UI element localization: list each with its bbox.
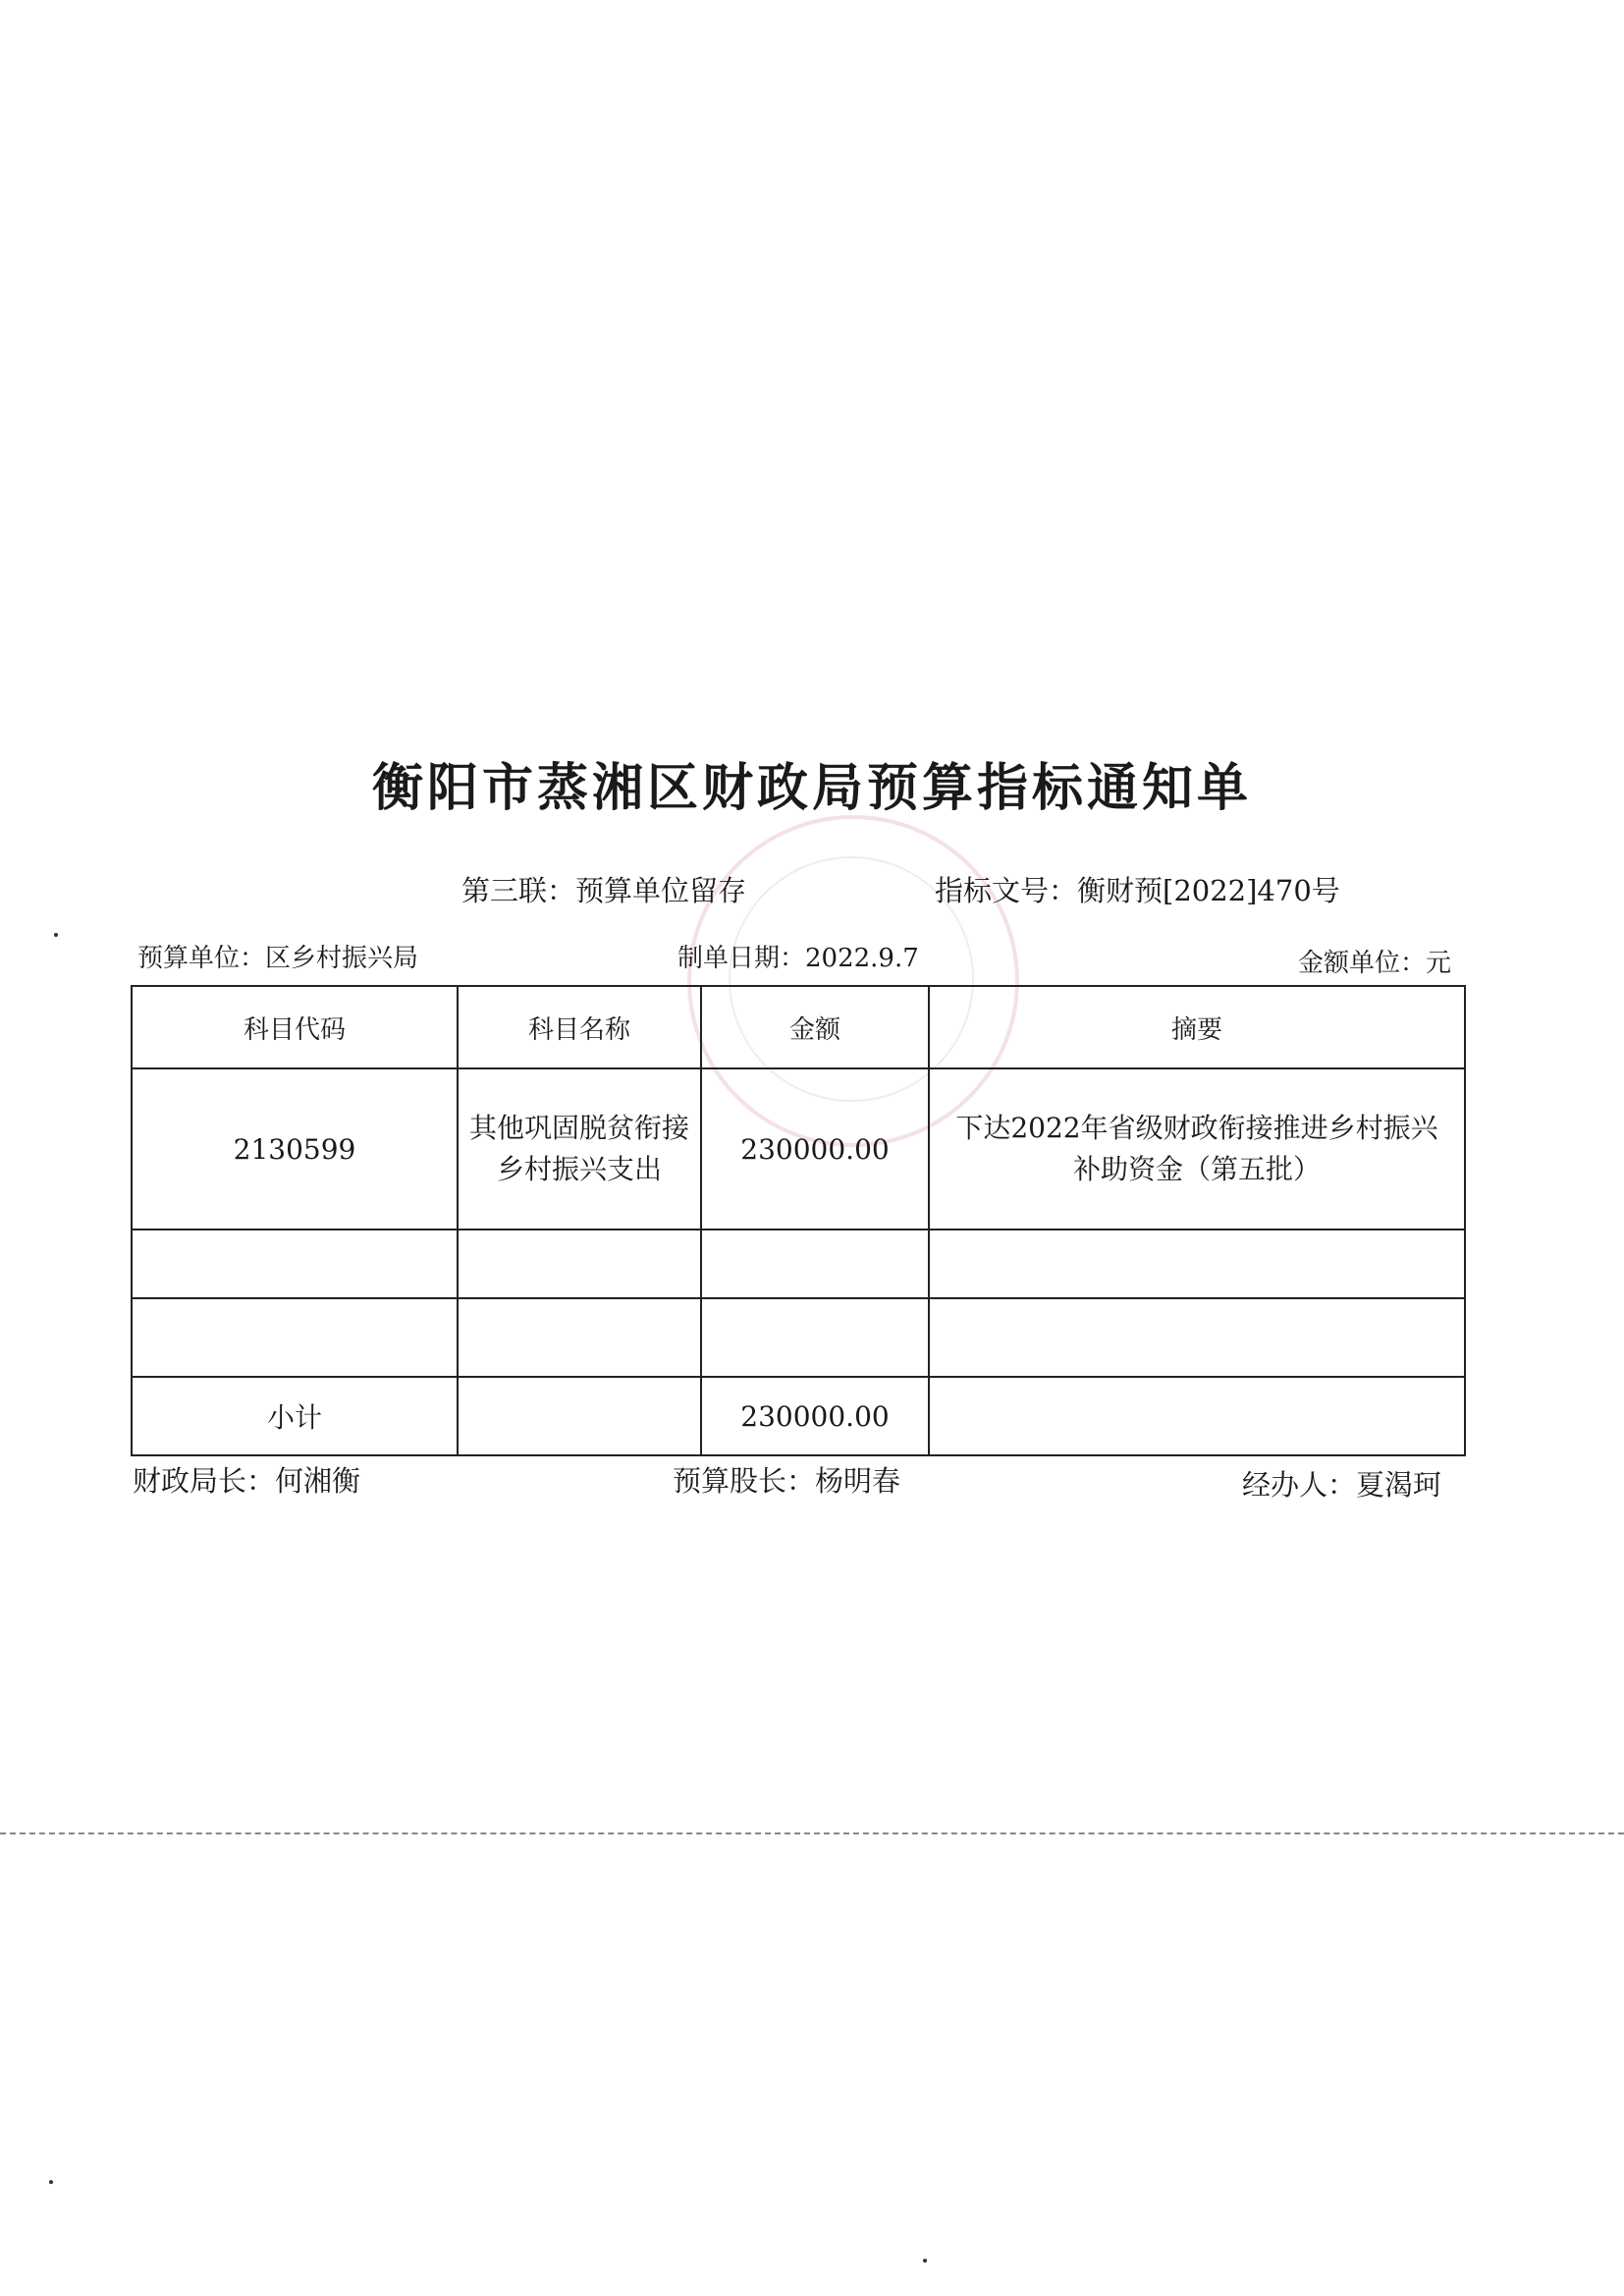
signature-budget-head: 预算股长：杨明春 [673,1464,901,1498]
cell-amount: 230000.00 [701,1068,929,1230]
cell-summary-text: 下达2022年省级财政衔接推进乡村振兴补助资金（第五批） [955,1112,1438,1185]
table-row [132,1068,1465,1230]
cell-name [458,1068,701,1230]
scan-speck [54,933,58,937]
subtotal-row [132,1377,1465,1455]
fold-line [0,1832,1624,1834]
table-header-row [132,986,1465,1068]
cell-summary [929,1068,1465,1230]
header-summary: 摘要 [929,986,1465,1068]
signature-handler: 经办人：夏渴珂 [1242,1468,1442,1502]
currency-unit: 金额单位：元 [1298,949,1452,978]
budget-unit: 预算单位：区乡村振兴局 [137,944,419,973]
header-code: 科目代码 [132,986,458,1068]
scan-speck [49,2180,53,2184]
header-amount: 金额 [701,986,929,1068]
document-title: 衡阳市蒸湘区财政局预算指标通知单 [371,759,1252,818]
issue-date: 制单日期：2022.9.7 [677,944,919,973]
table-row-empty [132,1298,1465,1377]
subtotal-amount: 230000.00 [701,1377,929,1455]
signature-director: 财政局长：何湘衡 [133,1464,361,1498]
table-row-empty [132,1230,1465,1298]
subtotal-label: 小计 [132,1377,458,1455]
cell-name-text: 其他巩固脱贫衔接乡村振兴支出 [468,1112,689,1185]
doc-number: 指标文号：衡财预[2022]470号 [935,874,1340,907]
header-name: 科目名称 [458,986,701,1068]
budget-table [131,985,1466,1456]
copy-label: 第三联：预算单位留存 [461,874,747,907]
cell-code: 2130599 [132,1068,458,1230]
scan-speck [923,2259,927,2263]
